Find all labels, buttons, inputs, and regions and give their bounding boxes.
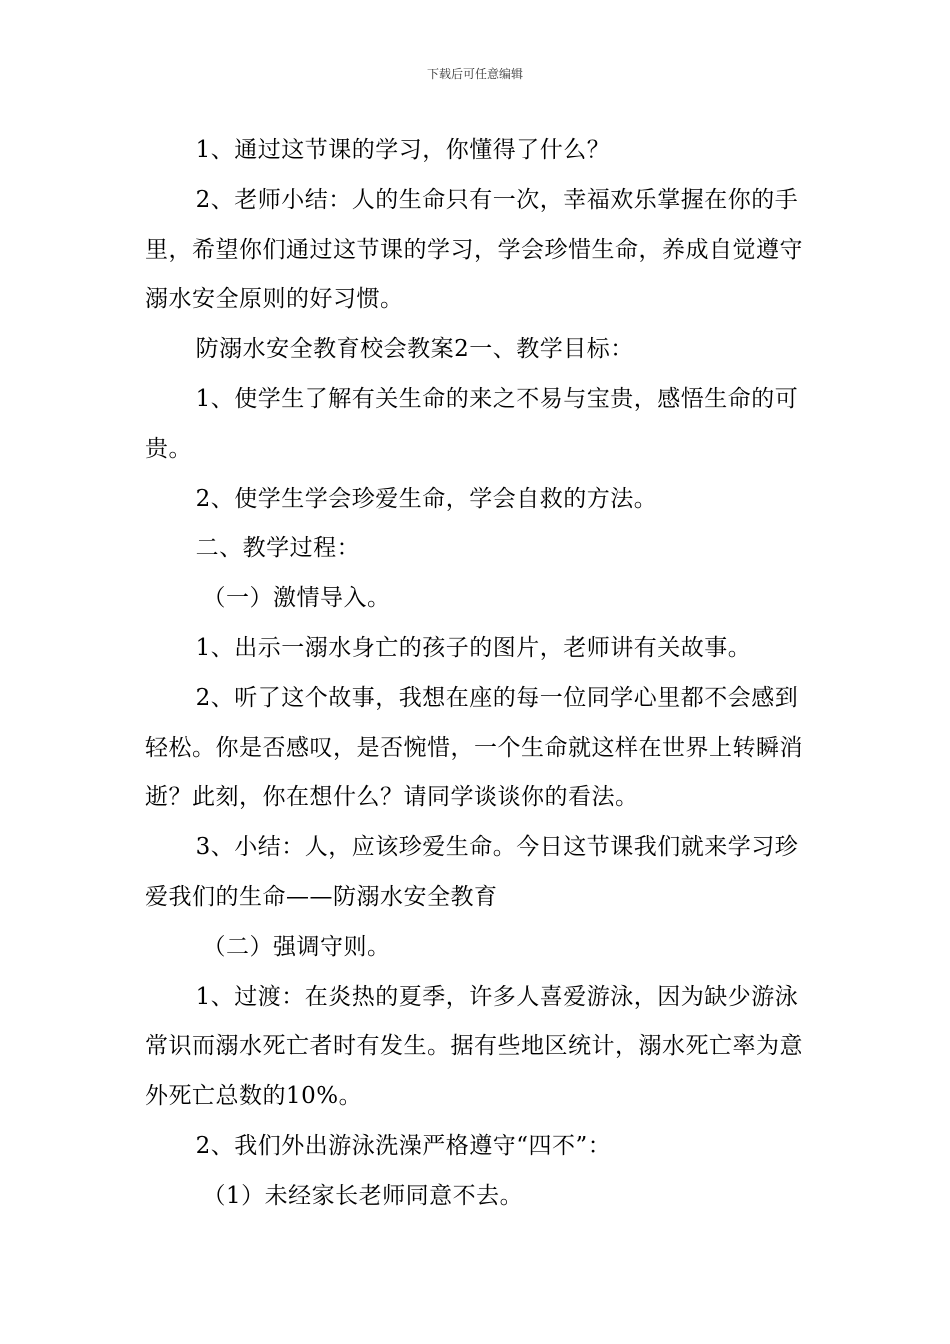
paragraph: 2、听了这个故事，我想在座的每一位同学心里都不会感到轻松。你是否感叹，是否惋惜，一个生命就这样在世界上转瞬消逝？此刻，你在想什么？请同学谈谈你的看法。 (145, 684, 803, 811)
list-item: （1）未经家长老师同意不去。 (202, 1182, 524, 1209)
paragraph: 1、使学生了解有关生命的来之不易与宝贵，感悟生命的可贵。 (145, 385, 799, 462)
subsection-heading: （一）激情导入。 (202, 585, 391, 612)
page-header: 下载后可任意编辑 (426, 67, 523, 81)
paragraph: 2、老师小结：人的生命只有一次，幸福欢乐掌握在你的手里，希望你们通过这节课的学习，学会珍惜生命，养成自觉遵守溺水安全原则的好习惯。 (145, 186, 803, 313)
paragraph: 1、过渡：在炎热的夏季，许多人喜爱游泳，因为缺少游泳常识而溺水死亡者时有发生。据有些地区统计，溺水死亡率为意外死亡总数的10%。 (145, 983, 803, 1110)
paragraph: 3、小结：人，应该珍爱生命。今日这节课我们就来学习珍爱我们的生命——防溺水安全教育 (145, 834, 799, 910)
section-heading: 二、教学过程： (195, 535, 361, 562)
paragraph: 防溺水安全教育校会教案2一、教学目标： (195, 336, 634, 363)
paragraph: 1、出示一溺水身亡的孩子的图片，老师讲有关故事。 (195, 634, 752, 661)
paragraph: 1、通过这节课的学习，你懂得了什么？ (195, 137, 611, 163)
document-body (145, 126, 813, 1222)
subsection-heading: （二）强调守则。 (202, 933, 391, 960)
paragraph: 2、使学生学会珍爱生命，学会自救的方法。 (195, 485, 658, 512)
paragraph: 2、我们外出游泳洗澡严格遵守“四不”： (195, 1132, 612, 1159)
